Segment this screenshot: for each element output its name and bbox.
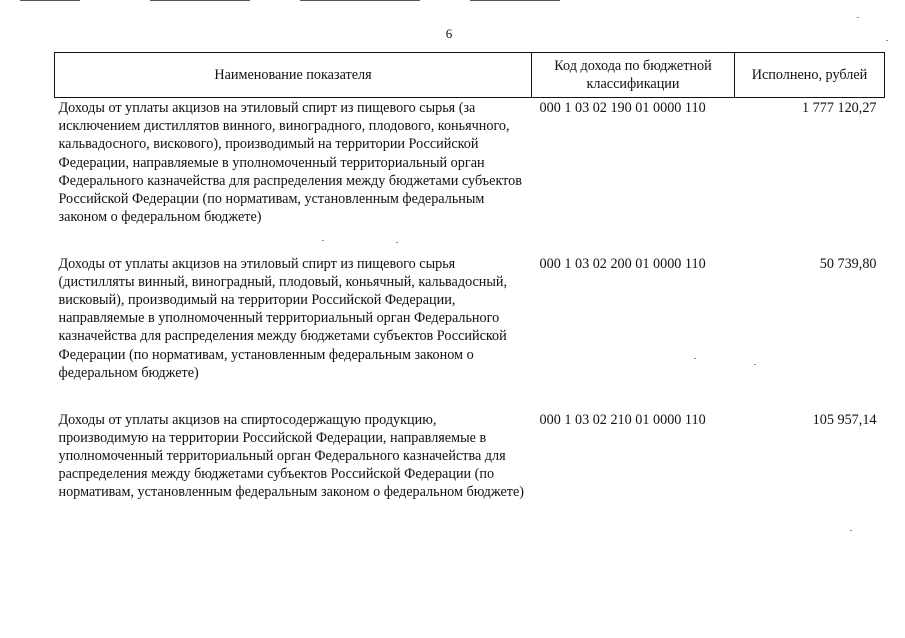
row-executed-amount: 105 957,14 <box>812 411 877 428</box>
row-indicator-name: Доходы от уплаты акцизов на этиловый спирт из пищевого сырья (дистилляты винный, виноградный, плодовый, коньячный, кальвадосный, висковый), производимый на территории Российской Федерации, направляемые в уполномоченный территориальный орган Федерального казначейства для распределения между бюджетами субъектов Российской Федерации (по нормативам, установленным федеральным законом о федеральном бюджете) <box>58 255 508 381</box>
table-row <box>55 254 885 410</box>
scan-speck <box>396 242 398 243</box>
revenue-table <box>54 52 885 566</box>
scan-speck <box>886 40 888 41</box>
row-revenue-code: 000 1 03 02 210 01 0000 110 <box>539 411 706 428</box>
row-executed-amount: 1 777 120,27 <box>802 100 877 116</box>
row-revenue-code: 000 1 03 02 190 01 0000 110 <box>539 100 706 116</box>
header-indicator-name: Наименование показателя <box>55 53 532 98</box>
row-indicator-name: Доходы от уплаты акцизов на спиртосодержащую продукцию, производимую на территории Российской Федерации, направляемые в уполномоченный территориальный орган Федерального казначейства для распределения между бюджетами субъектов Российской Федерации (по нормативам, установленным федеральным законом о федеральном бюджете) <box>58 411 524 501</box>
scan-speck <box>322 240 324 241</box>
header-row <box>55 53 885 98</box>
header-revenue-code: Код дохода по бюджетной классификации <box>532 53 735 98</box>
row-indicator-name: Доходы от уплаты акцизов на этиловый спирт из пищевого сырья (за исключением дистиллятов винного, виноградного, плодового, коньячного, кальвадосного, вискового), производимый на территории Российской Федерации, направляемые в уполномоченный территориальный орган Федерального казначейства для распределения между бюджетами субъектов Российской Федерации (по нормативам, установленным федеральным законом о федеральном бюджете) <box>58 100 522 226</box>
page-number: 6 <box>445 26 453 41</box>
header-executed-amount: Исполнено, рублей <box>735 53 885 98</box>
scan-speck <box>694 358 696 359</box>
row-executed-amount: 50 739,80 <box>819 255 877 272</box>
row-revenue-code: 000 1 03 02 200 01 0000 110 <box>539 255 706 272</box>
scan-speck <box>850 530 852 531</box>
scan-speck <box>754 364 756 365</box>
table-header <box>55 53 885 98</box>
table-body <box>55 98 885 566</box>
table-row <box>55 410 885 566</box>
scan-speck <box>857 17 859 18</box>
table-row <box>55 98 885 254</box>
scan-top-edge <box>0 0 905 2</box>
